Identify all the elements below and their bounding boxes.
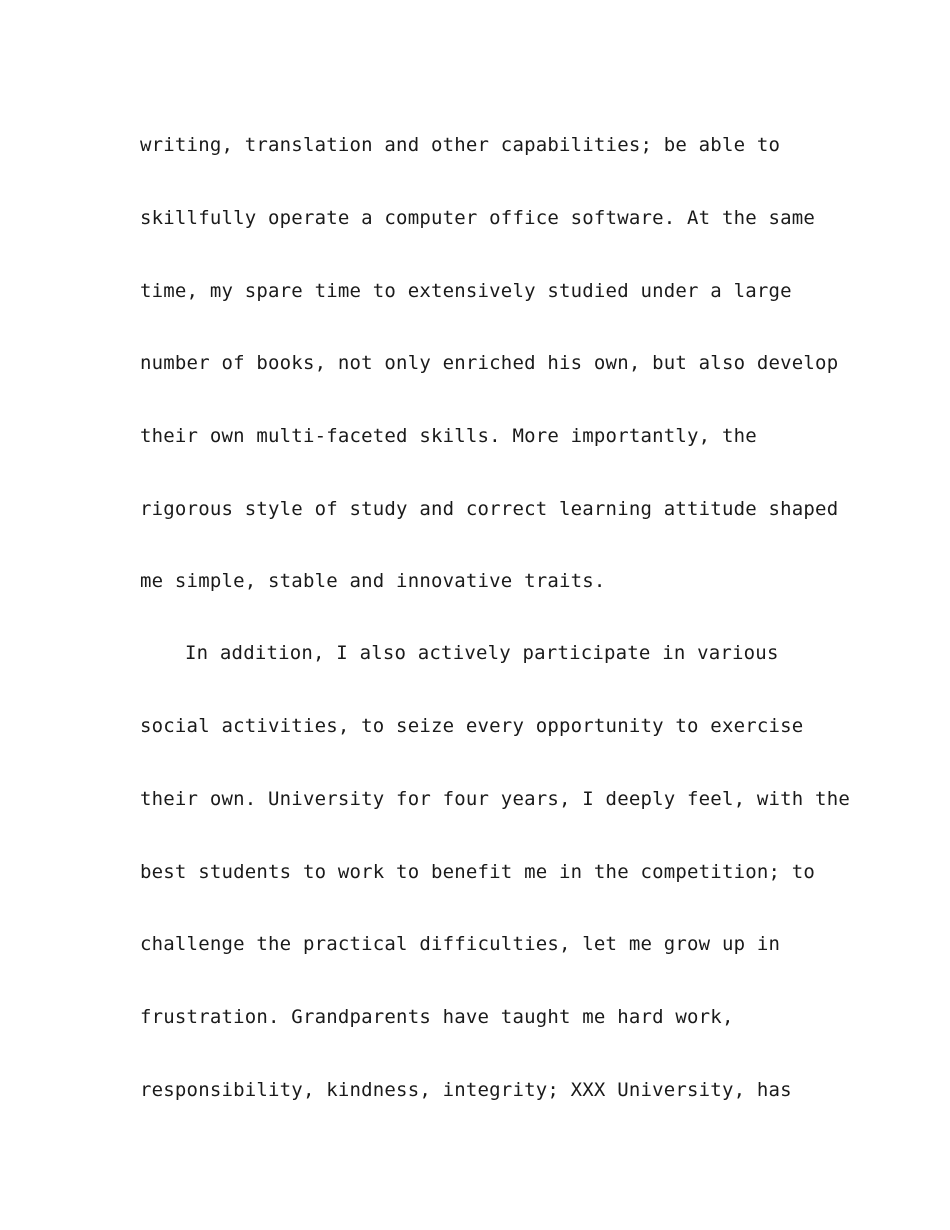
paragraph-line: rigorous style of study and correct learning attitude shaped (140, 498, 839, 520)
paragraph-line: frustration. Grandparents have taught me hard work, (140, 1006, 734, 1028)
paragraph-line: challenge the practical difficulties, let me grow up in (140, 933, 781, 955)
paragraph-line: their own. University for four years, I deeply feel, with the (140, 788, 850, 810)
paragraph-line: time, my spare time to extensively studied under a large (140, 280, 792, 302)
paragraph-line: responsibility, kindness, integrity; XXX University, has (140, 1079, 792, 1101)
paragraph-line: writing, translation and other capabilities; be able to (140, 134, 781, 156)
paragraph-line: their own multi-faceted skills. More importantly, the (140, 425, 757, 447)
paragraph-line: In addition, I also actively participate in various (185, 642, 779, 664)
paragraph-line: skillfully operate a computer office software. At the same (140, 207, 816, 229)
paragraph-line: best students to work to benefit me in the competition; to (140, 861, 816, 883)
paragraph-line: social activities, to seize every opportunity to exercise (140, 715, 804, 737)
paragraph-line: me simple, stable and innovative traits. (140, 570, 606, 592)
paragraph-line: number of books, not only enriched his own, but also develop (140, 352, 839, 374)
